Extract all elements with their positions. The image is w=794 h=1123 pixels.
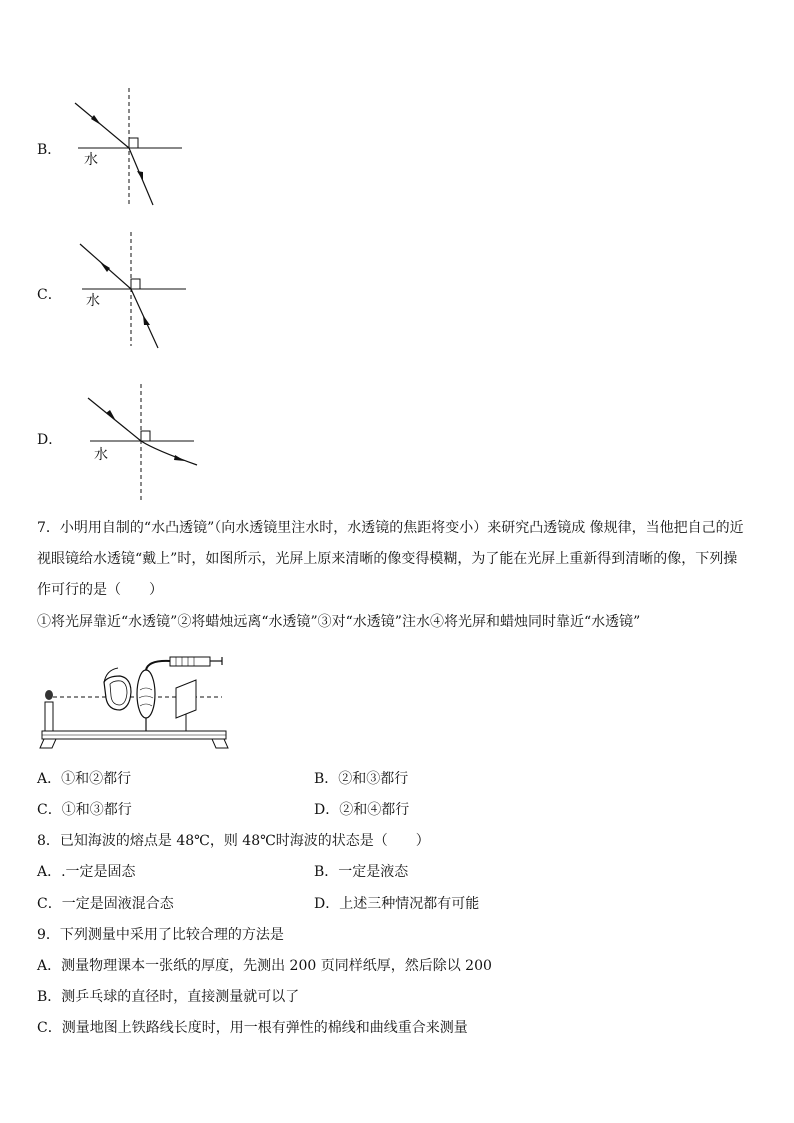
q7-line2: 视眼镜给水透镜“戴上”时，如图所示，光屏上原来清晰的像变得模糊，为了能在光屏上重新得到清晰的像，下列操 xyxy=(37,551,738,567)
water-label-c: 水 xyxy=(86,293,100,309)
q8-option-d: D．上述三种情况都有可能 xyxy=(314,896,480,912)
q7-steps: ①将光屏靠近“水透镜”②将蜡烛远离“水透镜”③对“水透镜”注水④将光屏和蜡烛同时靠近“水透镜” xyxy=(37,614,641,630)
q8-option-b: B．一定是液态 xyxy=(314,864,409,880)
q7-line1: 7．小明用自制的“水凸透镜”（向水透镜里注水时，水透镜的焦距将变小）来研究凸透镜成 像规律，当他把自己的近 xyxy=(37,520,744,536)
water-label-b: 水 xyxy=(84,152,98,168)
q7-line3: 作可行的是（ ） xyxy=(37,582,163,598)
q7-option-c: C．①和③都行 xyxy=(37,802,132,818)
q7-option-d: D．②和④都行 xyxy=(314,802,410,818)
q8-stem: 8．已知海波的熔点是 48℃，则 48℃时海波的状态是（ ） xyxy=(37,833,430,849)
q9-stem: 9．下列测量中采用了比较合理的方法是 xyxy=(37,927,284,943)
q7-option-b: B．②和③都行 xyxy=(314,771,409,787)
q9-option-b: B．测乒乓球的直径时，直接测量就可以了 xyxy=(37,989,300,1005)
q7-option-a: A．①和②都行 xyxy=(37,771,132,787)
option-b-label: B． xyxy=(37,142,62,158)
q8-option-a: A．.一定是固态 xyxy=(37,864,136,880)
water-label-d: 水 xyxy=(94,447,108,463)
q9-option-c: C．测量地图上铁路线长度时，用一根有弹性的棉线和曲线重合来测量 xyxy=(37,1020,468,1036)
q9-option-a: A．测量物理课本一张纸的厚度，先测出 200 页同样纸厚，然后除以 200 xyxy=(37,958,492,974)
option-c-label: C． xyxy=(37,287,62,303)
q8-option-c: C．一定是固液混合态 xyxy=(37,896,174,912)
option-d-label: D． xyxy=(37,432,63,448)
